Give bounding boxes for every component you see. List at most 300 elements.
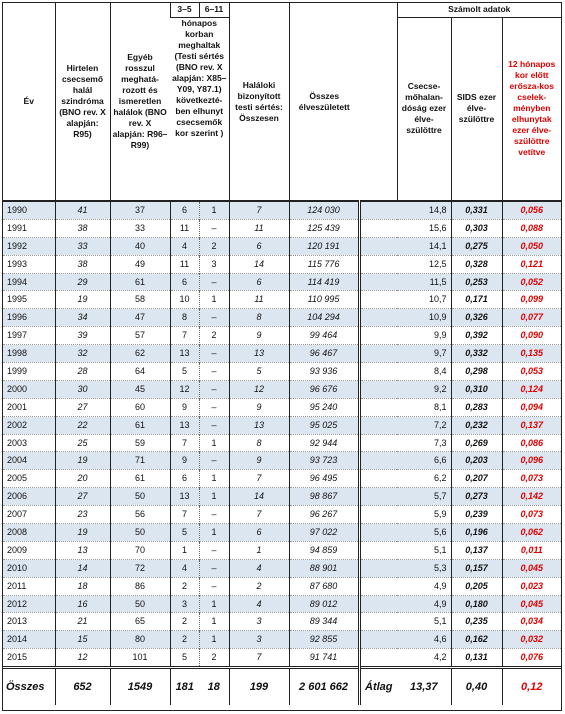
sids-deaths-cell: 38 xyxy=(55,219,110,237)
sids-deaths-cell: 19 xyxy=(55,524,110,542)
year-cell: 2011 xyxy=(3,577,55,595)
total-autopsy: 199 xyxy=(229,668,289,706)
infant-mortality-cell: 5,6 xyxy=(397,524,451,542)
spacer-cell xyxy=(359,559,397,577)
total-age-3-5: 181 xyxy=(170,668,199,706)
sids-rate-cell: 0,137 xyxy=(451,541,502,559)
table-body xyxy=(3,201,561,668)
spacer-cell xyxy=(359,524,397,542)
autopsy-total-cell: 13 xyxy=(229,416,289,434)
year-cell: 2007 xyxy=(3,506,55,524)
other-deaths-cell: 62 xyxy=(110,345,170,363)
infant-mortality-cell: 11,5 xyxy=(397,273,451,291)
autopsy-total-cell: 12 xyxy=(229,380,289,398)
other-deaths-cell: 65 xyxy=(110,613,170,631)
live-births-cell: 124 030 xyxy=(289,201,359,219)
age-6-11-cell: – xyxy=(199,398,229,416)
age-3-5-cell: 13 xyxy=(170,345,199,363)
year-cell: 2009 xyxy=(3,541,55,559)
total-sids: 652 xyxy=(55,668,110,706)
spacer-cell xyxy=(359,291,397,309)
age-6-11-cell: – xyxy=(199,559,229,577)
infant-mortality-cell: 6,2 xyxy=(397,470,451,488)
table-row xyxy=(3,470,561,488)
table-row xyxy=(3,219,561,237)
violent-rate-cell: 0,121 xyxy=(502,255,561,273)
other-deaths-cell: 71 xyxy=(110,452,170,470)
age-3-5-cell: 8 xyxy=(170,309,199,327)
autopsy-total-cell: 11 xyxy=(229,291,289,309)
age-6-11-cell: – xyxy=(199,506,229,524)
violent-rate-cell: 0,137 xyxy=(502,416,561,434)
sids-rate-cell: 0,269 xyxy=(451,434,502,452)
infant-mortality-cell: 9,2 xyxy=(397,380,451,398)
violent-rate-cell: 0,086 xyxy=(502,434,561,452)
age-3-5-cell: 1 xyxy=(170,541,199,559)
spacer-cell xyxy=(359,541,397,559)
other-deaths-cell: 49 xyxy=(110,255,170,273)
age-6-11-cell: – xyxy=(199,416,229,434)
live-births-cell: 96 267 xyxy=(289,506,359,524)
other-deaths-cell: 80 xyxy=(110,631,170,649)
other-deaths-cell: 70 xyxy=(110,541,170,559)
table-row xyxy=(3,291,561,309)
infant-mortality-cell: 6,6 xyxy=(397,452,451,470)
age-3-5-cell: 6 xyxy=(170,201,199,219)
age-6-11-cell: 1 xyxy=(199,201,229,219)
infant-mortality-cell: 7,3 xyxy=(397,434,451,452)
violent-rate-cell: 0,053 xyxy=(502,363,561,381)
sids-rate-cell: 0,196 xyxy=(451,524,502,542)
other-deaths-cell: 50 xyxy=(110,595,170,613)
infant-mortality-cell: 5,3 xyxy=(397,559,451,577)
table-row xyxy=(3,631,561,649)
autopsy-total-cell: 5 xyxy=(229,363,289,381)
table-row xyxy=(3,434,561,452)
year-cell: 1996 xyxy=(3,309,55,327)
age-3-5-cell: 13 xyxy=(170,416,199,434)
table-row xyxy=(3,595,561,613)
age-3-5-cell: 13 xyxy=(170,488,199,506)
violent-rate-cell: 0,073 xyxy=(502,470,561,488)
year-header: Év xyxy=(23,96,34,106)
violent-rate-cell: 0,023 xyxy=(502,577,561,595)
violent-rate-cell: 0,124 xyxy=(502,380,561,398)
violent-rate-cell: 0,077 xyxy=(502,309,561,327)
infant-mortality-cell: 7,2 xyxy=(397,416,451,434)
age-3-5-cell: 10 xyxy=(170,291,199,309)
sids-deaths-cell: 19 xyxy=(55,291,110,309)
year-cell: 1993 xyxy=(3,255,55,273)
spacer-cell xyxy=(359,649,397,668)
autopsy-total-cell: 4 xyxy=(229,595,289,613)
sids-rate-cell: 0,253 xyxy=(451,273,502,291)
spacer-cell xyxy=(359,273,397,291)
other-deaths-cell: 40 xyxy=(110,237,170,255)
other-deaths-cell: 61 xyxy=(110,416,170,434)
live-births-cell: 92 855 xyxy=(289,631,359,649)
spacer-cell xyxy=(359,255,397,273)
table-row xyxy=(3,237,561,255)
other-deaths-cell: 72 xyxy=(110,559,170,577)
sids-deaths-cell: 28 xyxy=(55,363,110,381)
average-violent-rate: 0,12 xyxy=(502,668,561,706)
violent-rate-cell: 0,056 xyxy=(502,201,561,219)
average-sids-rate: 0,40 xyxy=(451,668,502,706)
age-3-5-cell: 6 xyxy=(170,273,199,291)
sids-rate-cell: 0,310 xyxy=(451,380,502,398)
sids-rate-cell: 0,275 xyxy=(451,237,502,255)
sids-deaths-cell: 19 xyxy=(55,452,110,470)
other-deaths-cell: 59 xyxy=(110,434,170,452)
live-births-header: Összes élveszületett xyxy=(289,3,359,201)
age-6-11-cell: – xyxy=(199,345,229,363)
spacer-cell xyxy=(359,452,397,470)
spacer-cell xyxy=(359,488,397,506)
table-row xyxy=(3,380,561,398)
sids-deaths-cell: 25 xyxy=(55,434,110,452)
live-births-cell: 95 240 xyxy=(289,398,359,416)
other-deaths-cell: 37 xyxy=(110,201,170,219)
violent-rate-cell: 0,099 xyxy=(502,291,561,309)
statistics-table-frame xyxy=(2,2,562,711)
sids-rate-cell: 0,162 xyxy=(451,631,502,649)
age-3-5-cell: 5 xyxy=(170,363,199,381)
autopsy-total-cell: 6 xyxy=(229,237,289,255)
age-6-11-cell: 2 xyxy=(199,649,229,668)
sids-deaths-cell: 12 xyxy=(55,649,110,668)
spacer-cell xyxy=(359,595,397,613)
age-6-11-cell: 2 xyxy=(199,327,229,345)
spacer-cell xyxy=(359,631,397,649)
violent-rate-cell: 0,062 xyxy=(502,524,561,542)
age-6-11-cell: 1 xyxy=(199,613,229,631)
other-deaths-cell: 64 xyxy=(110,363,170,381)
autopsy-total-cell: 9 xyxy=(229,452,289,470)
infant-mortality-cell: 10,9 xyxy=(397,309,451,327)
live-births-cell: 96 495 xyxy=(289,470,359,488)
age-6-11-cell: – xyxy=(199,273,229,291)
table-row xyxy=(3,398,561,416)
violent-rate-cell: 0,094 xyxy=(502,398,561,416)
autopsy-total-cell: 1 xyxy=(229,541,289,559)
year-cell: 1990 xyxy=(3,201,55,219)
infant-mortality-cell: 5,9 xyxy=(397,506,451,524)
sids-rate-cell: 0,298 xyxy=(451,363,502,381)
sids-rate-cell: 0,131 xyxy=(451,649,502,668)
total-age-6-11: 18 xyxy=(199,668,229,706)
live-births-cell: 89 012 xyxy=(289,595,359,613)
table-row xyxy=(3,416,561,434)
table-row xyxy=(3,488,561,506)
live-births-cell: 88 901 xyxy=(289,559,359,577)
infant-mortality-cell: 8,4 xyxy=(397,363,451,381)
table-row xyxy=(3,255,561,273)
other-deaths-cell: 45 xyxy=(110,380,170,398)
year-cell: 2004 xyxy=(3,452,55,470)
live-births-cell: 93 723 xyxy=(289,452,359,470)
sids-rate-cell: 0,239 xyxy=(451,506,502,524)
age-6-11-cell: 1 xyxy=(199,631,229,649)
year-cell: 2013 xyxy=(3,613,55,631)
other-deaths-cell: 57 xyxy=(110,327,170,345)
year-cell: 1998 xyxy=(3,345,55,363)
live-births-cell: 91 741 xyxy=(289,649,359,668)
spacer-cell xyxy=(359,434,397,452)
calculated-data-header: Számolt adatok xyxy=(397,3,561,17)
sids-rate-cell: 0,328 xyxy=(451,255,502,273)
sids-deaths-cell: 38 xyxy=(55,255,110,273)
year-cell: 1991 xyxy=(3,219,55,237)
year-cell: 2006 xyxy=(3,488,55,506)
age-6-11-cell: 3 xyxy=(199,255,229,273)
age-6-11-cell: – xyxy=(199,380,229,398)
infant-mortality-header: Csecse-mőhalan-dóság ezer élve-szülöttre xyxy=(397,17,451,201)
sids-deaths-header: Hirtelen csecsemő halál szindróma (BNO rev. X alapján: R95) xyxy=(55,3,110,201)
table-row xyxy=(3,345,561,363)
age-3-5-cell: 11 xyxy=(170,219,199,237)
year-cell: 2003 xyxy=(3,434,55,452)
sids-deaths-cell: 16 xyxy=(55,595,110,613)
violent-rate-cell: 0,011 xyxy=(502,541,561,559)
sids-deaths-cell: 41 xyxy=(55,201,110,219)
table-row xyxy=(3,201,561,219)
age-3-5-cell: 2 xyxy=(170,631,199,649)
table-row xyxy=(3,273,561,291)
age-3-5-cell: 9 xyxy=(170,452,199,470)
spacer-cell xyxy=(359,380,397,398)
autopsy-total-cell: 6 xyxy=(229,524,289,542)
age-3-5-cell: 5 xyxy=(170,524,199,542)
live-births-cell: 93 936 xyxy=(289,363,359,381)
live-births-cell: 114 419 xyxy=(289,273,359,291)
spacer-cell xyxy=(359,237,397,255)
age-6-11-cell: 2 xyxy=(199,237,229,255)
other-deaths-cell: 50 xyxy=(110,524,170,542)
spacer-cell xyxy=(359,363,397,381)
age-3-5-cell: 2 xyxy=(170,613,199,631)
violent-rate-cell: 0,050 xyxy=(502,237,561,255)
age-3-5-cell: 7 xyxy=(170,434,199,452)
sids-rate-cell: 0,203 xyxy=(451,452,502,470)
age-6-11-cell: 1 xyxy=(199,524,229,542)
total-label: Összes xyxy=(3,668,55,706)
table-row xyxy=(3,577,561,595)
other-deaths-cell: 47 xyxy=(110,309,170,327)
other-deaths-cell: 61 xyxy=(110,470,170,488)
sids-deaths-cell: 30 xyxy=(55,380,110,398)
infant-mortality-cell: 9,7 xyxy=(397,345,451,363)
year-cell: 1995 xyxy=(3,291,55,309)
autopsy-total-cell: 14 xyxy=(229,255,289,273)
live-births-cell: 96 676 xyxy=(289,380,359,398)
year-cell: 1997 xyxy=(3,327,55,345)
autopsy-total-cell: 2 xyxy=(229,577,289,595)
year-cell: 2008 xyxy=(3,524,55,542)
violent-rate-cell: 0,076 xyxy=(502,649,561,668)
autopsy-header: Haláloki bizonyított testi sértés: Összesen xyxy=(229,3,289,201)
sids-deaths-cell: 39 xyxy=(55,327,110,345)
live-births-cell: 94 859 xyxy=(289,541,359,559)
total-other: 1549 xyxy=(110,668,170,706)
spacer-cell xyxy=(359,309,397,327)
year-cell: 1992 xyxy=(3,237,55,255)
year-cell: 2002 xyxy=(3,416,55,434)
age-3-5-cell: 7 xyxy=(170,327,199,345)
violent-rate-header: 12 hónapos kor előtt erősza-kos cselek-ményben elhunytak ezer élve-szülöttre vetítve xyxy=(502,17,561,201)
violent-rate-cell: 0,032 xyxy=(502,631,561,649)
sids-deaths-cell: 22 xyxy=(55,416,110,434)
infant-mortality-cell: 12,5 xyxy=(397,255,451,273)
infant-mortality-cell: 4,9 xyxy=(397,577,451,595)
age-3-5-cell: 2 xyxy=(170,577,199,595)
statistics-table xyxy=(3,3,561,705)
sids-rate-cell: 0,273 xyxy=(451,488,502,506)
year-cell: 2015 xyxy=(3,649,55,668)
age-6-11-cell: 1 xyxy=(199,291,229,309)
other-deaths-header: Egyéb rosszul meghatá-rozott és ismeretlen halálok (BNO rev. X alapján: R96–R99) xyxy=(110,3,170,201)
table-row xyxy=(3,327,561,345)
sids-deaths-cell: 18 xyxy=(55,577,110,595)
sids-deaths-cell: 15 xyxy=(55,631,110,649)
sids-deaths-cell: 21 xyxy=(55,613,110,631)
age-3-5-header: 3–5 xyxy=(170,3,199,17)
infant-mortality-cell: 5,7 xyxy=(397,488,451,506)
table-row xyxy=(3,524,561,542)
spacer-cell xyxy=(359,219,397,237)
table-row xyxy=(3,613,561,631)
infant-mortality-cell: 14,1 xyxy=(397,237,451,255)
infant-mortality-cell: 4,9 xyxy=(397,595,451,613)
autopsy-total-cell: 7 xyxy=(229,201,289,219)
sids-rate-cell: 0,205 xyxy=(451,577,502,595)
infant-mortality-cell: 4,2 xyxy=(397,649,451,668)
other-deaths-cell: 33 xyxy=(110,219,170,237)
live-births-cell: 97 022 xyxy=(289,524,359,542)
sids-rate-cell: 0,180 xyxy=(451,595,502,613)
table-header xyxy=(3,3,561,201)
violent-rate-cell: 0,073 xyxy=(502,506,561,524)
sids-rate-cell: 0,157 xyxy=(451,559,502,577)
live-births-cell: 87 680 xyxy=(289,577,359,595)
live-births-cell: 125 439 xyxy=(289,219,359,237)
year-cell: 2001 xyxy=(3,398,55,416)
other-deaths-cell: 56 xyxy=(110,506,170,524)
violent-rate-cell: 0,142 xyxy=(502,488,561,506)
infant-mortality-cell: 5,1 xyxy=(397,613,451,631)
sids-deaths-cell: 27 xyxy=(55,398,110,416)
autopsy-total-cell: 7 xyxy=(229,506,289,524)
infant-mortality-cell: 5,1 xyxy=(397,541,451,559)
violent-rate-cell: 0,096 xyxy=(502,452,561,470)
year-cell: 2014 xyxy=(3,631,55,649)
live-births-cell: 110 995 xyxy=(289,291,359,309)
sids-rate-cell: 0,303 xyxy=(451,219,502,237)
violent-rate-cell: 0,045 xyxy=(502,559,561,577)
sids-rate-cell: 0,235 xyxy=(451,613,502,631)
autopsy-total-cell: 3 xyxy=(229,613,289,631)
table-row xyxy=(3,309,561,327)
age-6-11-cell: – xyxy=(199,219,229,237)
sids-rate-header: SIDS ezer élve-szülöttre xyxy=(451,17,502,201)
violent-rate-cell: 0,090 xyxy=(502,327,561,345)
year-cell: 2010 xyxy=(3,559,55,577)
autopsy-total-cell: 8 xyxy=(229,309,289,327)
live-births-cell: 95 025 xyxy=(289,416,359,434)
age-3-5-cell: 11 xyxy=(170,255,199,273)
age-6-11-cell: – xyxy=(199,541,229,559)
sids-deaths-cell: 20 xyxy=(55,470,110,488)
autopsy-total-cell: 7 xyxy=(229,470,289,488)
age-3-5-cell: 4 xyxy=(170,237,199,255)
spacer-cell xyxy=(359,345,397,363)
year-cell: 1999 xyxy=(3,363,55,381)
spacer-cell xyxy=(359,613,397,631)
age-3-5-cell: 3 xyxy=(170,595,199,613)
table-row xyxy=(3,541,561,559)
age-6-11-cell: 1 xyxy=(199,488,229,506)
violent-rate-cell: 0,088 xyxy=(502,219,561,237)
other-deaths-cell: 101 xyxy=(110,649,170,668)
spacer-cell xyxy=(359,577,397,595)
table-row xyxy=(3,559,561,577)
autopsy-total-cell: 4 xyxy=(229,559,289,577)
year-cell: 2012 xyxy=(3,595,55,613)
age-3-5-cell: 4 xyxy=(170,559,199,577)
live-births-cell: 89 344 xyxy=(289,613,359,631)
autopsy-total-cell: 8 xyxy=(229,434,289,452)
age-6-11-cell: – xyxy=(199,577,229,595)
total-births: 2 601 662 xyxy=(289,668,359,706)
sids-rate-cell: 0,332 xyxy=(451,345,502,363)
age-3-5-cell: 5 xyxy=(170,649,199,668)
infant-mortality-cell: 4,6 xyxy=(397,631,451,649)
year-cell: 1994 xyxy=(3,273,55,291)
spacer-cell xyxy=(359,398,397,416)
average-label: Átlag xyxy=(359,668,397,706)
sids-deaths-cell: 27 xyxy=(55,488,110,506)
age-3-5-cell: 9 xyxy=(170,398,199,416)
table-row xyxy=(3,649,561,668)
live-births-cell: 115 776 xyxy=(289,255,359,273)
live-births-cell: 96 467 xyxy=(289,345,359,363)
infant-mortality-cell: 9,9 xyxy=(397,327,451,345)
age-3-5-cell: 6 xyxy=(170,470,199,488)
sids-deaths-cell: 14 xyxy=(55,559,110,577)
violent-death-header: hónapos korban meghaltak (Testi sértés (BNO rev. X alapján: X85–Y09, Y87.1) következté-ben elhunyt csecsemők kor szerint ) xyxy=(170,17,229,200)
violent-rate-cell: 0,052 xyxy=(502,273,561,291)
autopsy-total-cell: 9 xyxy=(229,327,289,345)
age-6-11-cell: – xyxy=(199,309,229,327)
spacer-cell xyxy=(359,201,397,219)
live-births-cell: 120 191 xyxy=(289,237,359,255)
autopsy-total-cell: 13 xyxy=(229,345,289,363)
sids-rate-cell: 0,232 xyxy=(451,416,502,434)
live-births-cell: 98 867 xyxy=(289,488,359,506)
age-6-11-header: 6–11 xyxy=(199,3,229,17)
violent-rate-cell: 0,045 xyxy=(502,595,561,613)
infant-mortality-cell: 8,1 xyxy=(397,398,451,416)
spacer-cell xyxy=(359,470,397,488)
other-deaths-cell: 60 xyxy=(110,398,170,416)
other-deaths-cell: 58 xyxy=(110,291,170,309)
violent-rate-cell: 0,034 xyxy=(502,613,561,631)
sids-rate-cell: 0,326 xyxy=(451,309,502,327)
other-deaths-cell: 86 xyxy=(110,577,170,595)
sids-rate-cell: 0,283 xyxy=(451,398,502,416)
live-births-cell: 92 944 xyxy=(289,434,359,452)
year-cell: 2005 xyxy=(3,470,55,488)
